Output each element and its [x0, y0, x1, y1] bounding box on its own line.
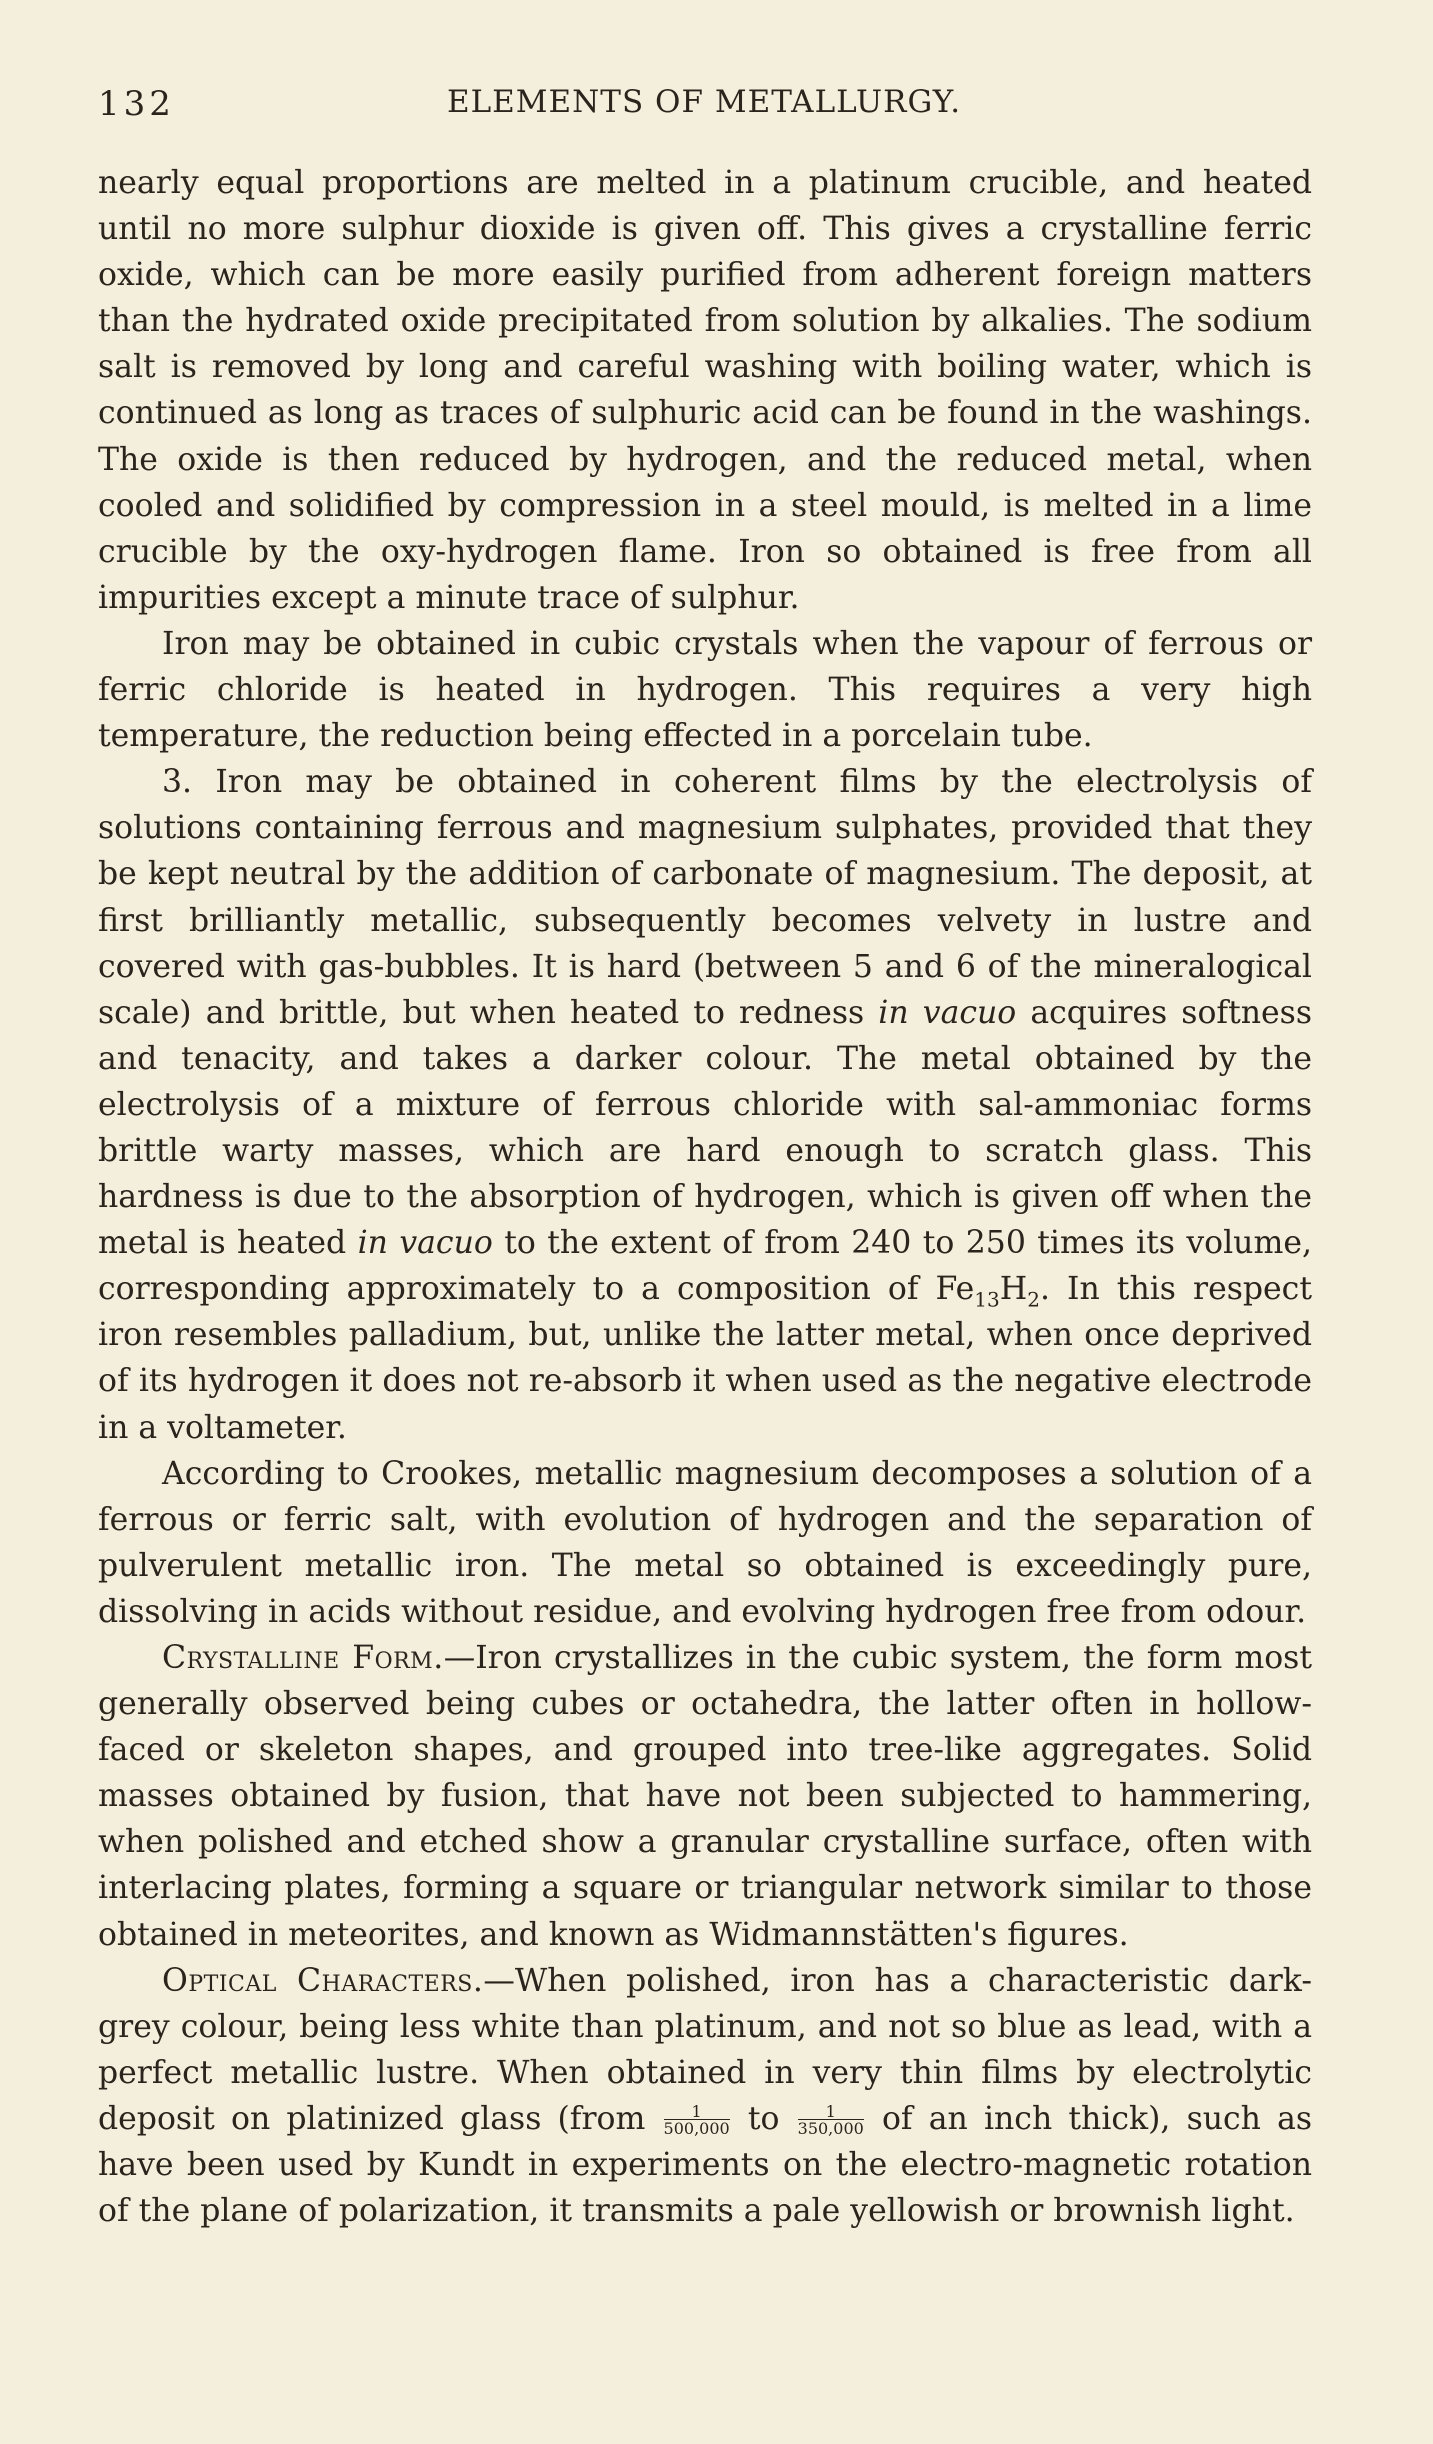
- fraction-1-denominator: 500,000: [663, 2119, 730, 2139]
- section-heading-crystalline-form: Crystalline Form.: [162, 1640, 444, 1676]
- page-number: 132: [98, 84, 175, 124]
- paragraph-3-text-b: acquires softness and tenacity, and takes a darker colour. The metal obtained by the electrolysis of a mixture of ferrous chloride with sal-ammoniac forms brittle warty masses, which are hard enough to scratch glass. This hardness is due to the absorption of hydrogen, which is given off when the metal is heated: [98, 994, 1313, 1262]
- italic-in-vacuo-1: in vacuo: [878, 994, 1017, 1031]
- page-body: [98, 160, 1312, 2234]
- paragraph-4: According to Crookes, metallic magnesium decomposes a solution of a ferrous or ferric salt, with evolution of hydrogen and the separation of pulverulent metallic iron. The metal so obtained is exceedingly pure, dissolving in acids without residue, and evolving hydrogen free from odour.: [98, 1455, 1312, 1630]
- paragraph-3-text-d: . In this respect iron resembles palladium, but, unlike the latter metal, when once deprived of its hydrogen it does not re-absorb it when used as the negative electrode in a voltameter.: [98, 1271, 1312, 1446]
- formula-h: H: [999, 1271, 1028, 1308]
- paragraph-3-text-a: 3. Iron may be obtained in coherent films by the electrolysis of solutions containing ferrous and magnesium sulphates, provided that they be kept neutral by the addition of carbonate of magnesium. The deposit, at first brilliantly metallic, subsequently becomes velvety in lustre and covered with gas-bubbles. It is hard (between 5 and 6 of the mineralogical scale) and brittle, but when heated to redness: [98, 764, 1312, 1031]
- paragraph-3: [98, 759, 1312, 1450]
- paragraph-6: [98, 1958, 1312, 2235]
- fraction-2-numerator: 1: [825, 2102, 836, 2122]
- section-heading-optical-characters: Optical Characters.: [162, 1962, 484, 1999]
- italic-in-vacuo-2: in vacuo: [357, 1225, 493, 1262]
- fraction-1-numerator: 1: [691, 2102, 702, 2122]
- fraction-1: [663, 2102, 730, 2139]
- subscript-13: 13: [974, 1287, 1000, 1312]
- page-header: [98, 84, 1310, 124]
- paragraph-6-text-a: —When polished, iron has a characteristic dark-grey colour, being less white than platinum, and not so blue as lead, with a perfect metallic lustre. When obtained in very thin films by electrolytic deposit on platinized glass (from: [98, 1962, 1312, 2137]
- fraction-connector: to: [747, 2100, 780, 2137]
- paragraph-5-text: —Iron crystallizes in the cubic system, the form most generally observed being cubes or octahedra, the latter often in hollow-faced or skeleton shapes, and grouped into tree-like aggregates. Solid masses obtained by fusion, that have not been subjected to hammering, when polished and etched show a granular crystalline surface, often with interlacing plates, forming a square or triangular network similar to those obtained in meteorites, and known as Widmannstätten's figures.: [98, 1640, 1312, 1953]
- subscript-2: 2: [1027, 1287, 1040, 1312]
- paragraph-2: Iron may be obtained in cubic crystals when the vapour of ferrous or ferric chloride is heated in hydrogen. This requires a very high temperature, the reduction being effected in a porcelain tube.: [98, 625, 1312, 755]
- fraction-2-denominator: 350,000: [797, 2119, 864, 2139]
- paragraph-5: [98, 1635, 1312, 1958]
- paragraph-6-text-b: of an inch thick), such as have been used by Kundt in experiments on the electro-magnetic rotation of the plane of polarization, it transmits a pale yellowish or brownish light.: [98, 2100, 1313, 2230]
- running-head: ELEMENTS OF METALLURGY.: [446, 84, 962, 120]
- fraction-2: [797, 2102, 864, 2139]
- paragraph-1: nearly equal proportions are melted in a platinum crucible, and heated until no more sulphur dioxide is given off. This gives a crystalline ferric oxide, which can be more easily purified from adherent foreign matters than the hydrated oxide precipitated from solution by alkalies. The sodium salt is removed by long and careful washing with boiling water, which is continued as long as traces of sulphuric acid can be found in the washings. The oxide is then reduced by hydrogen, and the reduced metal, when cooled and solidified by compression in a steel mould, is melted in a lime crucible by the oxy-hydrogen flame. Iron so obtained is free from all impurities except a minute trace of sulphur.: [98, 165, 1312, 616]
- paragraph-3-text-c: to the extent of from 240 to 250 times its volume, corresponding approximately to a composition of Fe: [98, 1225, 1312, 1308]
